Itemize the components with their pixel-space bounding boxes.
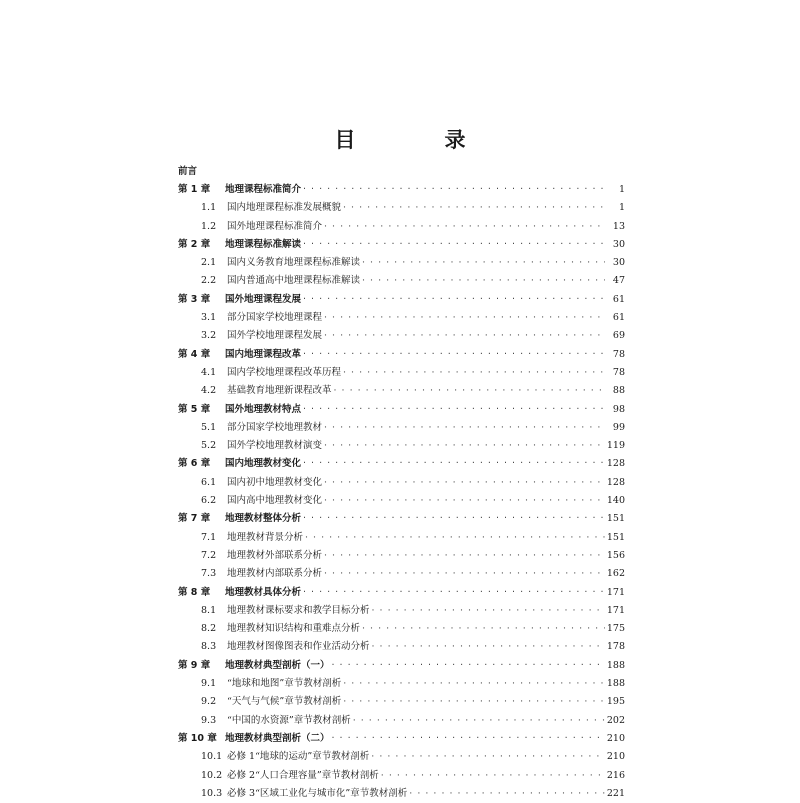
toc-section-entry[interactable]: [178, 199, 625, 217]
toc-section-entry[interactable]: [178, 602, 625, 620]
table-of-contents: [178, 163, 625, 803]
page-number: 30: [612, 238, 625, 250]
toc-chapter-entry[interactable]: [178, 455, 625, 473]
dot-leader: [332, 657, 605, 675]
entry-title: 地理教材外部联系分析: [227, 549, 323, 561]
entry-number: 10.1: [201, 751, 223, 763]
dot-leader: [303, 291, 605, 309]
dot-leader: [343, 675, 605, 693]
entry-title: 地理教材具体分析: [225, 586, 302, 598]
entry-title: 国外地理教材特点: [225, 403, 302, 415]
entry-title: “天气与气候”章节教材剖析: [227, 696, 342, 708]
entry-number: 第 8 章: [178, 586, 211, 598]
toc-section-entry[interactable]: [178, 309, 625, 327]
page-number: 195: [606, 696, 625, 708]
dot-leader: [324, 437, 605, 455]
dot-leader: [381, 767, 605, 785]
entry-number: 8.3: [201, 641, 217, 653]
page-number: 188: [606, 659, 625, 671]
dot-leader: [303, 236, 605, 254]
page-number: 119: [606, 440, 625, 452]
toc-section-entry[interactable]: [178, 218, 625, 236]
entry-title: 国内初中地理教材变化: [227, 476, 323, 488]
dot-leader: [305, 529, 605, 547]
page-number: 128: [606, 476, 625, 488]
toc-section-entry[interactable]: [178, 382, 625, 400]
dot-leader: [362, 254, 605, 272]
toc-chapter-entry[interactable]: [178, 346, 625, 364]
entry-number: 第 9 章: [178, 659, 211, 671]
dot-leader: [324, 565, 605, 583]
entry-number: 8.1: [201, 604, 217, 616]
dot-leader: [332, 730, 605, 748]
page-number: 88: [612, 385, 625, 397]
page-number: 151: [606, 513, 625, 525]
entry-title: 地理教材典型剖析（二）: [225, 732, 330, 744]
entry-title: 地理课程标准简介: [225, 184, 302, 195]
page-number: 151: [606, 531, 625, 543]
page-number: 221: [606, 787, 625, 799]
toc-section-entry[interactable]: [178, 419, 625, 437]
dot-leader: [372, 638, 605, 656]
page-number: 30: [612, 257, 625, 269]
toc-section-entry[interactable]: [178, 327, 625, 345]
entry-number: 2.1: [201, 257, 217, 269]
page-number: 128: [606, 458, 625, 470]
entry-number: 6.2: [201, 495, 217, 507]
toc-section-entry[interactable]: [178, 529, 625, 547]
entry-number: 第 1 章: [178, 184, 211, 195]
entry-number: 3.1: [201, 312, 217, 324]
page-number: 47: [612, 275, 625, 287]
page-number: 171: [606, 586, 625, 598]
entry-number: 5.2: [201, 440, 217, 452]
toc-section-entry[interactable]: [178, 620, 625, 638]
entry-number: 10.2: [201, 769, 223, 781]
entry-title: 地理教材内部联系分析: [227, 568, 323, 580]
entry-number: 4.2: [201, 385, 217, 397]
toc-section-entry[interactable]: [178, 767, 625, 785]
entry-number: 6.1: [201, 476, 217, 488]
entry-title: 地理教材知识结构和重难点分析: [227, 623, 361, 635]
entry-number: 4.1: [201, 366, 217, 378]
toc-chapter-entry[interactable]: [178, 236, 625, 254]
dot-leader: [362, 272, 605, 290]
toc-chapter-entry[interactable]: [178, 657, 625, 675]
dot-leader: [324, 309, 605, 327]
entry-number: 第 10 章: [178, 732, 217, 744]
entry-title: 国外地理课程标准简介: [227, 220, 323, 232]
dot-leader: [409, 785, 605, 803]
entry-number: 7.1: [201, 531, 217, 543]
toc-chapter-entry[interactable]: [178, 401, 625, 419]
page-number: 171: [606, 604, 625, 616]
entry-number: 7.3: [201, 568, 217, 580]
dot-leader: [343, 199, 605, 217]
entry-number: 第 2 章: [178, 238, 211, 250]
entry-number: 5.1: [201, 421, 217, 433]
entry-title: “中国的水资源”章节教材剖析: [227, 714, 351, 726]
page-number: 188: [606, 678, 625, 690]
page-number: 140: [606, 495, 625, 507]
dot-leader: [324, 474, 605, 492]
entry-number: 8.2: [201, 623, 217, 635]
entry-title: 部分国家学校地理教材: [227, 421, 323, 433]
entry-title: 必修 3“区域工业化与城市化”章节教材剖析: [227, 787, 408, 799]
page-number: 1: [618, 184, 625, 195]
page-number: 210: [606, 751, 625, 763]
page-title: 目 录: [334, 127, 500, 152]
preface-entry[interactable]: 前言: [178, 166, 198, 177]
entry-number: 第 5 章: [178, 403, 211, 415]
page-number: 69: [612, 330, 625, 342]
toc-section-entry[interactable]: [178, 547, 625, 565]
dot-leader: [303, 401, 605, 419]
dot-leader: [371, 748, 605, 766]
entry-number: 9.2: [201, 696, 217, 708]
dot-leader: [324, 218, 605, 236]
page-number: 216: [606, 769, 625, 781]
page-number: 1: [618, 202, 625, 214]
entry-title: 国外学校地理课程发展: [227, 330, 323, 342]
page-number: 99: [612, 421, 625, 433]
page-number: 162: [606, 568, 625, 580]
page-number: 61: [612, 312, 625, 324]
dot-leader: [353, 712, 605, 730]
page-number: 178: [606, 641, 625, 653]
page-number: 202: [606, 714, 625, 726]
toc-section-entry[interactable]: [178, 565, 625, 583]
toc-chapter-entry[interactable]: [178, 181, 625, 199]
entry-title: 国内地理教材变化: [225, 458, 302, 470]
dot-leader: [303, 584, 605, 602]
toc-section-entry[interactable]: [178, 748, 625, 766]
dot-leader: [362, 620, 605, 638]
dot-leader: [343, 693, 605, 711]
page-number: 175: [606, 623, 625, 635]
toc-section-entry[interactable]: [178, 474, 625, 492]
toc-entry-list: [178, 181, 625, 803]
toc-section-entry[interactable]: [178, 437, 625, 455]
entry-number: 1.2: [201, 220, 217, 232]
entry-title: 必修 1“地球的运动”章节教材剖析: [227, 751, 370, 763]
page-number: 210: [606, 732, 625, 744]
entry-number: 9.1: [201, 678, 217, 690]
page-number: 78: [612, 366, 625, 378]
entry-title: 地理教材背景分析: [227, 531, 304, 543]
toc-section-entry[interactable]: [178, 693, 625, 711]
entry-number: 10.3: [201, 787, 223, 799]
dot-leader: [303, 510, 605, 528]
dot-leader: [303, 346, 605, 364]
toc-chapter-entry[interactable]: [178, 584, 625, 602]
entry-title: 地理课程标准解读: [225, 238, 302, 250]
page-number: 98: [612, 403, 625, 415]
entry-title: 国内普通高中地理课程标准解读: [227, 275, 361, 287]
entry-title: 国内地理课程改革: [225, 348, 302, 360]
entry-number: 第 3 章: [178, 293, 211, 305]
entry-number: 第 6 章: [178, 458, 211, 470]
dot-leader: [324, 547, 605, 565]
dot-leader: [324, 492, 605, 510]
entry-title: 部分国家学校地理课程: [227, 312, 323, 324]
dot-leader: [334, 382, 605, 400]
toc-section-entry[interactable]: [178, 492, 625, 510]
dot-leader: [372, 602, 605, 620]
toc-chapter-entry[interactable]: [178, 291, 625, 309]
page-number: 156: [606, 549, 625, 561]
toc-section-entry[interactable]: [178, 254, 625, 272]
dot-leader: [303, 455, 605, 473]
entry-title: “地球和地图”章节教材剖析: [227, 678, 342, 690]
dot-leader: [324, 327, 605, 345]
toc-section-entry[interactable]: [178, 712, 625, 730]
entry-title: 国内地理课程标准发展概貌: [227, 202, 342, 214]
toc-chapter-entry[interactable]: [178, 730, 625, 748]
toc-section-entry[interactable]: [178, 272, 625, 290]
entry-number: 7.2: [201, 549, 217, 561]
entry-title: 地理教材图像图表和作业活动分析: [227, 641, 370, 653]
entry-number: 9.3: [201, 714, 217, 726]
toc-section-entry[interactable]: [178, 785, 625, 803]
dot-leader: [303, 181, 605, 199]
entry-number: 2.2: [201, 275, 217, 287]
entry-title: 必修 2“人口合理容量”章节教材剖析: [227, 769, 379, 781]
entry-title: 国外学校地理教材演变: [227, 440, 323, 452]
page-number: 61: [612, 293, 625, 305]
dot-leader: [343, 364, 605, 382]
entry-number: 3.2: [201, 330, 217, 342]
dot-leader: [324, 419, 605, 437]
toc-section-entry[interactable]: [178, 675, 625, 693]
toc-section-entry[interactable]: [178, 364, 625, 382]
entry-title: 国外地理课程发展: [225, 293, 302, 305]
page-number: 78: [612, 348, 625, 360]
entry-title: 国内高中地理教材变化: [227, 495, 323, 507]
entry-title: 地理教材整体分析: [225, 513, 302, 525]
entry-title: 地理教材典型剖析（一）: [225, 659, 330, 671]
entry-title: 基础教育地理新课程改革: [227, 385, 332, 397]
entry-title: 国内义务教育地理课程标准解读: [227, 257, 361, 269]
page-number: 13: [612, 220, 625, 232]
toc-chapter-entry[interactable]: [178, 510, 625, 528]
entry-title: 国内学校地理课程改革历程: [227, 366, 342, 378]
toc-section-entry[interactable]: [178, 638, 625, 656]
entry-title: 地理教材课标要求和教学目标分析: [227, 604, 370, 616]
entry-number: 1.1: [201, 202, 217, 214]
entry-number: 第 7 章: [178, 513, 211, 525]
entry-number: 第 4 章: [178, 348, 211, 360]
